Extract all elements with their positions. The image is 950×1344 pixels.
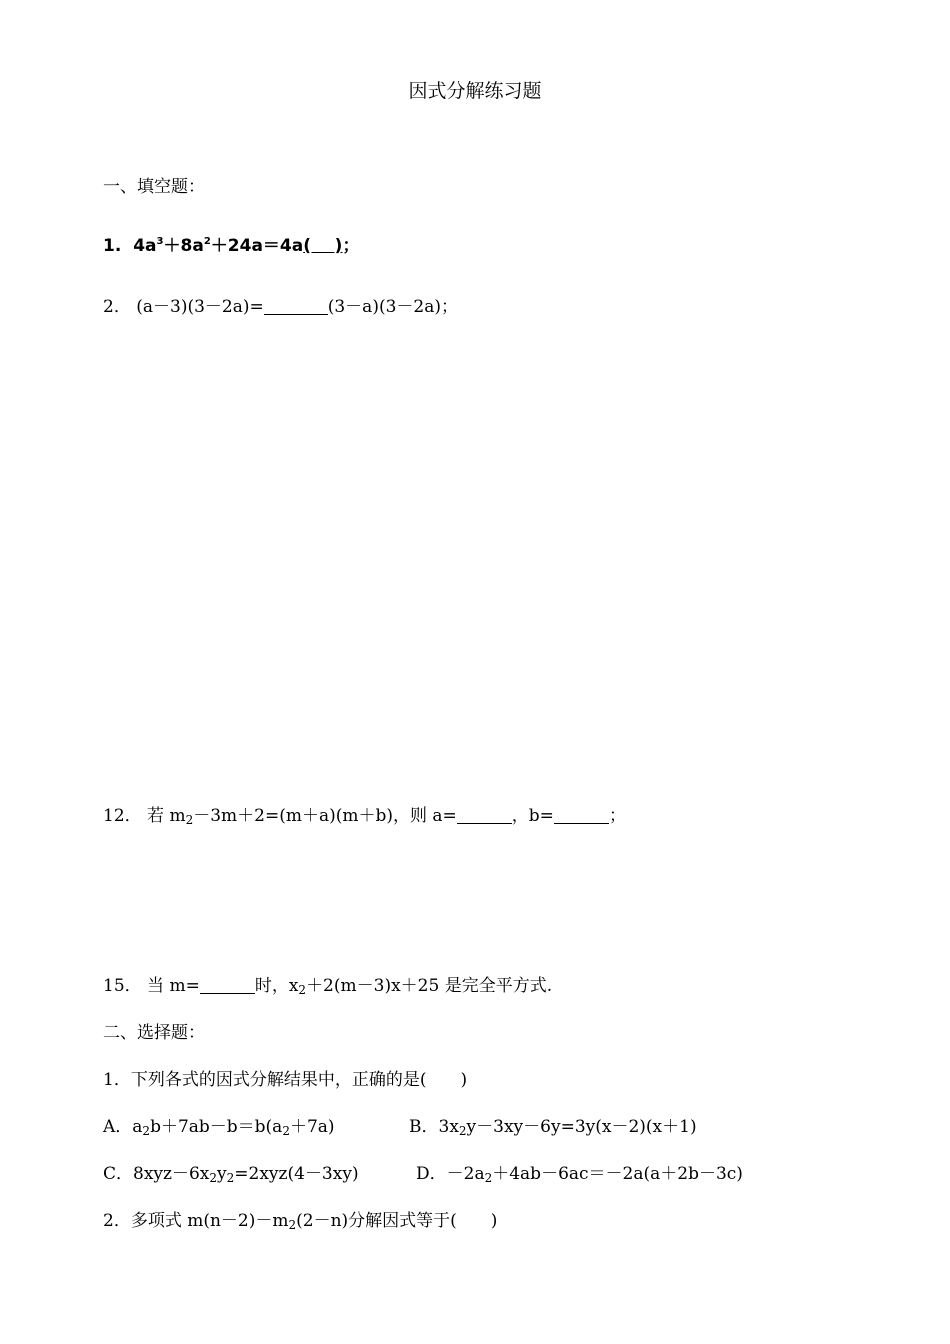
question-2-fill [103,296,458,318]
exponent: 2 [142,1124,151,1138]
expr-part: ＋8a [163,236,204,256]
question-1-fill [103,235,359,257]
question-number: 15． [103,976,142,996]
choice-option-c[interactable] [103,1163,359,1185]
exponent: 2 [298,983,307,997]
expr-part: ＋24a＝4a [210,236,304,256]
choice-option-b[interactable] [409,1116,697,1138]
option-label: A． [103,1117,133,1137]
expr-part: a [132,1117,143,1137]
expr-part: 3x [438,1117,459,1137]
expr-part: 当 m= [147,976,200,996]
expr-part: ＋4ab－6ac＝－2a(a＋2b－3c) [492,1164,743,1184]
choice-option-d[interactable] [416,1163,743,1185]
section-fill-blank-heading: 一、填空题： [103,177,205,197]
expr-part: b＋7ab－b＝b(a [150,1117,283,1137]
expr-part: 时，x [254,976,299,996]
expr-part: －2a [446,1164,485,1184]
expr-part: 2．多项式 m(n－2)－m [103,1211,289,1231]
answer-blank-a[interactable] [457,807,512,824]
section-choice-heading: 二、选择题： [103,1023,205,1043]
exponent: 2 [484,1171,493,1185]
answer-blank[interactable] [200,977,255,994]
option-label: B． [409,1117,439,1137]
question-12-fill [103,805,626,827]
option-label: C． [103,1164,134,1184]
expr-part: =2xyz(4－3xy) [234,1164,359,1184]
exponent: 2 [203,236,211,247]
question-number: 1. [103,236,122,256]
exponent: 2 [185,813,194,827]
exponent: 2 [226,1171,235,1185]
answer-blank-b[interactable] [554,807,609,824]
choice-option-a[interactable] [103,1116,335,1138]
option-label: D． [416,1164,447,1184]
expr-left: (a－3)(3－2a)= [136,297,264,317]
expr-part: 4a [133,236,157,256]
expr-part: 8xyz－6x [133,1164,210,1184]
expr-end: ； [342,236,360,256]
expr-part: ，b= [511,806,554,826]
expr-right: (3－a)(3－2a)； [327,297,458,317]
exponent: 2 [209,1171,218,1185]
page-title: 因式分解练习题 [408,80,542,102]
exponent: 2 [458,1124,467,1138]
choice-question-2-stem [103,1210,497,1232]
question-number: 12． [103,806,142,826]
question-15-fill [103,975,552,997]
expr-part: ＋7a) [289,1117,335,1137]
expr-part: －3m＋2=(m＋a)(m＋b)，则 a= [193,806,457,826]
answer-blank[interactable] [264,298,328,315]
answer-blank[interactable]: ( ) [303,236,343,256]
expr-part: ＋2(m－3)x＋25 是完全平方式. [306,976,553,996]
exponent: 2 [288,1218,297,1232]
choice-question-1-stem: 1．下列各式的因式分解结果中，正确的是( ) [103,1070,468,1090]
expr-part: 若 m [147,806,186,826]
exponent: 3 [156,236,164,247]
exponent: 2 [282,1124,290,1138]
expr-end: ； [608,806,626,826]
expr-part: y－3xy－6y=3y(x－2)(x＋1) [466,1117,697,1137]
expr-part: (2－n)分解因式等于( ) [296,1211,498,1231]
expr-part: y [217,1164,227,1184]
question-number: 2． [103,297,131,317]
